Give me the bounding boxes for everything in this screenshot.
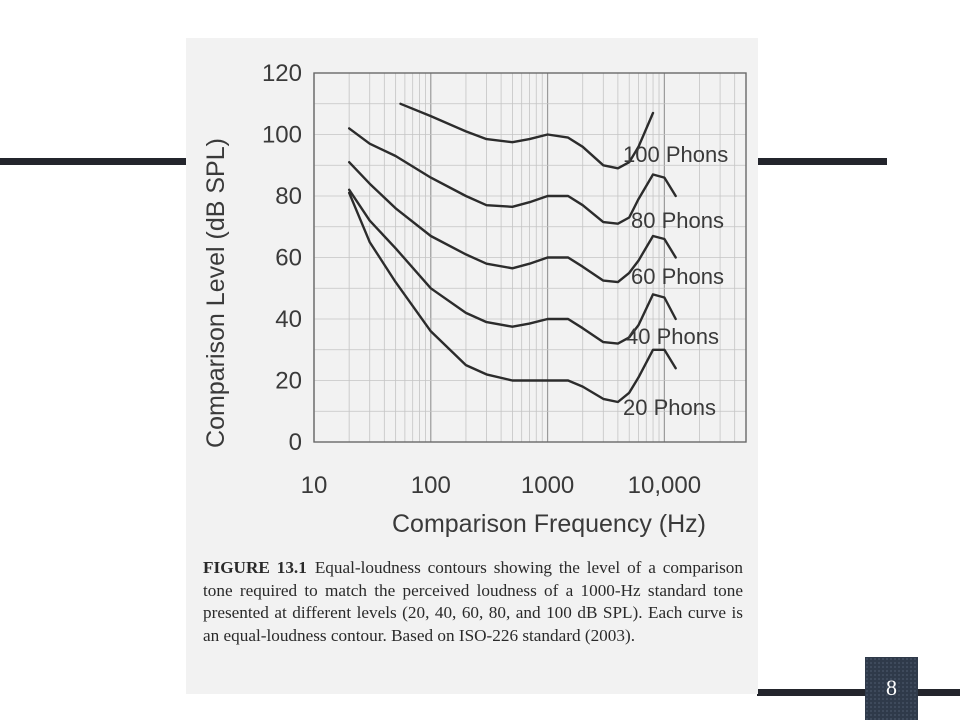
x-tick-label: 10 <box>300 472 328 499</box>
y-tick-label: 100 <box>261 121 302 149</box>
y-tick-label: 0 <box>288 429 302 456</box>
x-tick-label: 100 <box>410 472 451 499</box>
x-tick-label: 1000 <box>520 472 575 499</box>
page-number: 8 <box>886 675 897 700</box>
y-tick-label: 120 <box>261 60 302 87</box>
series-label: 100 Phons <box>623 142 729 167</box>
y-tick-label: 40 <box>275 306 302 333</box>
y-tick-label: 60 <box>275 244 302 272</box>
y-tick-label: 80 <box>275 183 302 210</box>
series-label: 80 Phons <box>631 208 724 233</box>
y-axis-title: Comparison Level (dB SPL) <box>202 138 230 448</box>
series-label: 20 Phons <box>623 395 716 420</box>
figure-label: FIGURE 13.1 <box>203 558 307 577</box>
figure-caption-text: Equal-loudness contours showing the level of a comparison tone required to match the perceived loudness of a 1000-Hz standard tone presented at different levels (20, 40, 60, 80, and 100 dB SPL). Each curve is an equal-loudness contour. Based on ISO-226 standard (2003). <box>203 558 743 645</box>
page-number-box <box>865 657 918 720</box>
equal-loudness-chart <box>186 38 758 543</box>
x-axis-title: Comparison Frequency (Hz) <box>392 510 706 538</box>
decorative-bar-bottom-right <box>918 689 960 696</box>
decorative-bar-top-right <box>755 158 887 165</box>
series-label: 40 Phons <box>626 324 719 349</box>
decorative-bar-bottom-left <box>757 689 865 696</box>
decorative-bar-top-left <box>0 158 186 165</box>
figure-caption <box>203 557 743 647</box>
y-tick-label: 20 <box>275 367 302 395</box>
x-tick-label: 10,000 <box>627 472 702 499</box>
series-line-100-phons <box>401 104 654 169</box>
series-label: 60 Phons <box>631 264 724 289</box>
